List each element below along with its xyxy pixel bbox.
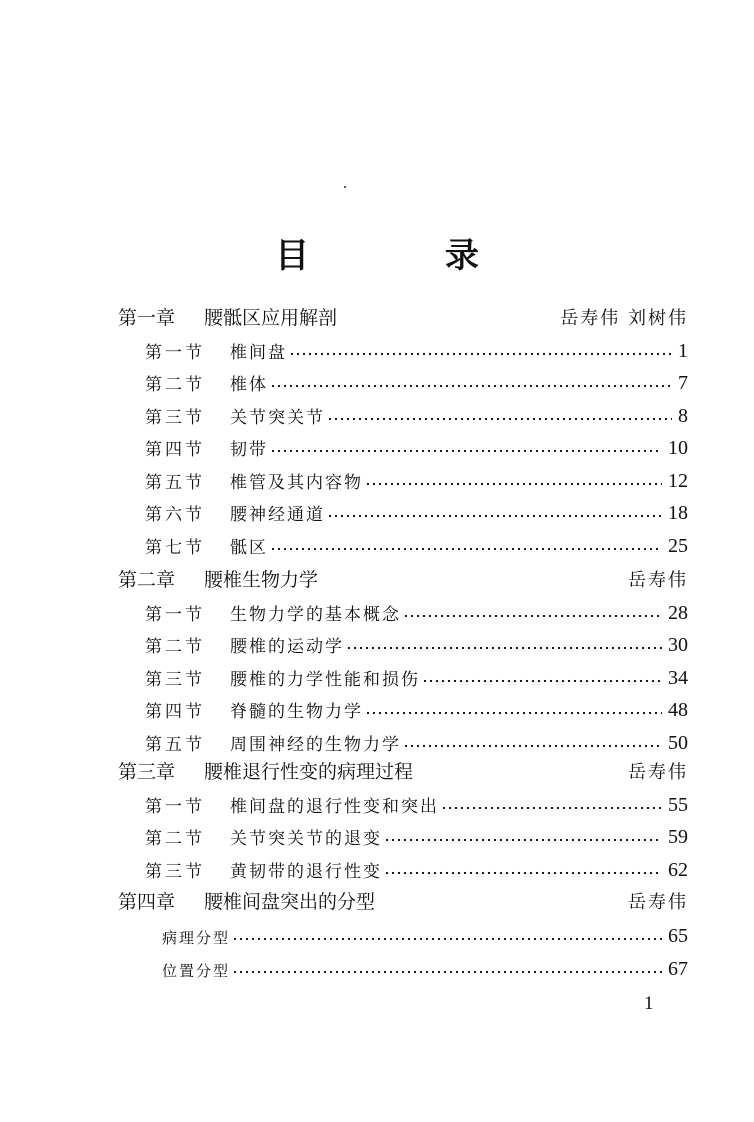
- toc-entry[interactable]: [145, 530, 688, 558]
- dot-leader: [346, 646, 662, 650]
- dot-leader: [365, 482, 662, 486]
- section-number: 第四节: [145, 440, 205, 460]
- chapter-heading[interactable]: [118, 886, 688, 914]
- section-page-number: 34: [668, 666, 688, 689]
- dot-leader: [270, 547, 662, 551]
- chapter-title: 腰骶区应用解剖: [204, 307, 338, 329]
- chapter-heading[interactable]: [118, 564, 688, 592]
- dot-leader: [403, 614, 662, 618]
- section-title: 腰神经通道: [230, 505, 325, 525]
- chapter-title: 腰椎生物力学: [204, 569, 319, 591]
- section-page-number: 48: [668, 699, 688, 721]
- toc-entry[interactable]: [145, 335, 688, 363]
- dot-leader: [270, 384, 672, 388]
- section-page-number: 62: [668, 858, 688, 881]
- dot-leader: [289, 352, 672, 356]
- dot-leader: [327, 417, 672, 421]
- section-page-number: 10: [668, 437, 688, 459]
- section-number: 第一节: [145, 604, 205, 625]
- section-title: 椎管及其内容物: [230, 472, 363, 493]
- toc-entry[interactable]: [145, 400, 688, 428]
- section-title: 椎体: [230, 375, 268, 395]
- toc-entry[interactable]: [145, 662, 688, 690]
- section-number: 第三节: [145, 407, 205, 428]
- section-number: 第七节: [145, 537, 205, 558]
- section-number: 第一节: [145, 342, 205, 363]
- section-title: 黄韧带的退行性变: [230, 861, 382, 882]
- toc-entry[interactable]: [145, 821, 688, 849]
- dot-leader: [384, 838, 662, 842]
- section-title: 腰椎的运动学: [230, 637, 344, 657]
- dot-leader: [384, 871, 662, 875]
- section-page-number: 18: [668, 502, 688, 524]
- chapter-number: 第一章: [118, 307, 176, 329]
- section-title: 韧带: [230, 440, 268, 460]
- toc-entry[interactable]: [145, 497, 688, 525]
- dot-leader: [270, 449, 662, 453]
- toc-entry[interactable]: [145, 854, 688, 882]
- toc-entry[interactable]: [145, 789, 688, 817]
- chapter-title: 腰椎退行性变的病理过程: [204, 761, 414, 783]
- subitem-page-number: 65: [668, 925, 688, 947]
- section-number: 第一节: [145, 796, 205, 817]
- scan-speck: [344, 186, 346, 188]
- chapter-heading[interactable]: [118, 756, 688, 784]
- section-title: 周围神经的生物力学: [230, 734, 401, 755]
- toc-entry[interactable]: [145, 597, 688, 625]
- section-title: 生物力学的基本概念: [230, 604, 401, 625]
- section-page-number: 28: [668, 601, 688, 624]
- section-page-number: 50: [668, 731, 688, 754]
- subitem-title: 位置分型: [162, 962, 231, 980]
- toc-entry[interactable]: [145, 367, 688, 395]
- subitem-title: 病理分型: [162, 929, 231, 947]
- dot-leader: [441, 806, 662, 810]
- section-page-number: 59: [668, 826, 688, 848]
- dot-leader: [422, 679, 662, 683]
- section-title: 骶区: [230, 537, 268, 558]
- section-number: 第二节: [145, 375, 205, 395]
- dot-leader: [232, 937, 662, 941]
- chapter-authors: 岳寿伟: [628, 762, 688, 783]
- chapter-authors: 岳寿伟: [628, 570, 688, 591]
- section-number: 第二节: [145, 829, 205, 849]
- section-title: 关节突关节: [230, 407, 325, 428]
- chapter-authors: 岳寿伟: [628, 892, 688, 913]
- dot-leader: [403, 744, 662, 748]
- dot-leader: [232, 970, 662, 974]
- toc-entry[interactable]: [145, 694, 688, 722]
- section-page-number: 55: [668, 793, 688, 816]
- toc-entry[interactable]: [145, 727, 688, 755]
- section-page-number: 30: [668, 634, 688, 656]
- section-number: 第四节: [145, 702, 205, 722]
- toc-entry[interactable]: [145, 432, 688, 460]
- section-number: 第六节: [145, 505, 205, 525]
- toc-entry[interactable]: [145, 629, 688, 657]
- page-title: 目 录: [275, 236, 541, 276]
- page-number: 1: [644, 993, 654, 1014]
- section-page-number: 7: [678, 372, 688, 394]
- toc-entry[interactable]: [145, 465, 688, 493]
- dot-leader: [365, 711, 662, 715]
- toc-entry[interactable]: [162, 953, 688, 981]
- chapter-number: 第二章: [118, 569, 176, 591]
- section-page-number: 1: [678, 339, 688, 362]
- section-number: 第五节: [145, 734, 205, 755]
- section-title: 腰椎的力学性能和损伤: [230, 669, 420, 690]
- section-title: 脊髓的生物力学: [230, 702, 363, 722]
- chapter-number: 第三章: [118, 761, 176, 783]
- chapter-title: 腰椎间盘突出的分型: [204, 891, 376, 913]
- toc-entry[interactable]: [162, 920, 688, 948]
- chapter-heading[interactable]: [118, 302, 688, 330]
- chapter-number: 第四章: [118, 891, 176, 913]
- section-number: 第五节: [145, 472, 205, 493]
- section-title: 椎间盘的退行性变和突出: [230, 796, 439, 817]
- section-number: 第三节: [145, 669, 205, 690]
- section-page-number: 12: [668, 469, 688, 492]
- section-page-number: 8: [678, 404, 688, 427]
- section-page-number: 25: [668, 534, 688, 557]
- section-title: 椎间盘: [230, 342, 287, 363]
- chapter-authors: 岳寿伟 刘树伟: [560, 308, 688, 329]
- section-title: 关节突关节的退变: [230, 829, 382, 849]
- dot-leader: [327, 514, 662, 518]
- subitem-page-number: 67: [668, 958, 688, 980]
- section-number: 第二节: [145, 637, 205, 657]
- section-number: 第三节: [145, 861, 205, 882]
